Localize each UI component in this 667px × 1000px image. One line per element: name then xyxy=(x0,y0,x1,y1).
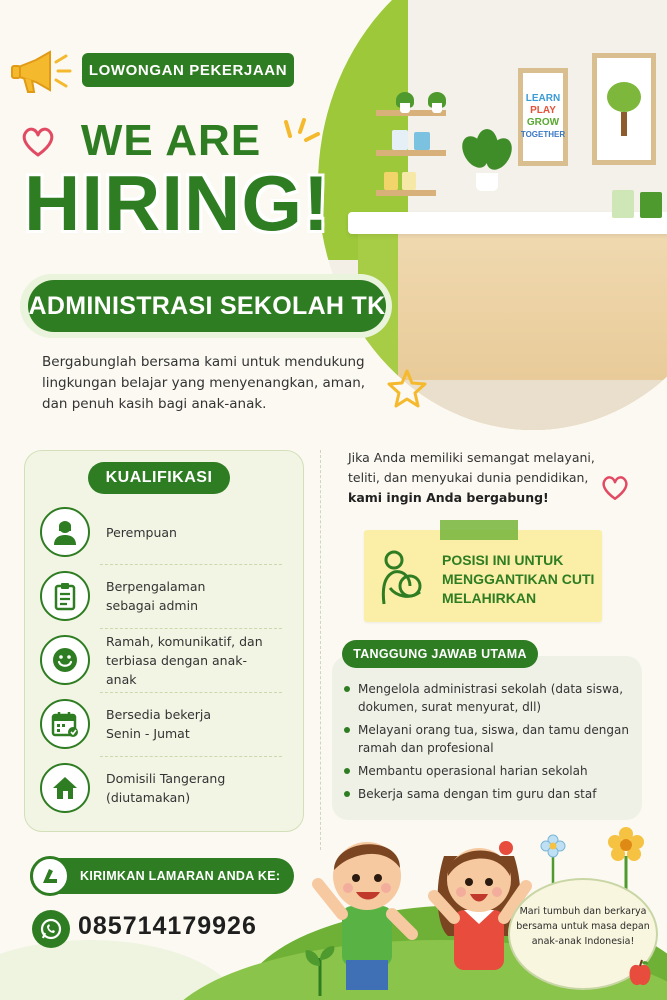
home-icon xyxy=(40,763,90,813)
qualification-label: Ramah, komunikatif, dan terbiasa dengan anak-anak xyxy=(106,633,263,687)
potted-plant xyxy=(460,135,514,195)
responsibility-item: Mengelola administrasi sekolah (data siswa, dokumen, surat menyurat, dll) xyxy=(344,680,636,716)
qualifications-title: KUALIFIKASI xyxy=(88,462,230,494)
calendar-icon xyxy=(40,699,90,749)
qualification-item xyxy=(40,692,284,756)
headline-we-are: WE ARE xyxy=(80,116,262,165)
book xyxy=(612,190,634,218)
qualification-item xyxy=(40,564,284,628)
qualification-item xyxy=(40,500,284,564)
shelf xyxy=(376,150,446,156)
qualification-label: Perempuan xyxy=(106,524,177,540)
poster-word: GROW xyxy=(526,117,560,128)
star-icon xyxy=(386,368,428,410)
responsibility-item: Membantu operasional harian sekolah xyxy=(344,762,636,780)
woman-icon xyxy=(40,507,90,557)
smile-icon xyxy=(40,635,90,685)
right-intro-text: Jika Anda memiliki semangat melayani, teliti, dan menyukai dunia pendidikan, kami ingin Anda bergabung! xyxy=(348,450,595,505)
boy-illustration xyxy=(312,824,422,1000)
right-intro-bold: kami ingin Anda bergabung! xyxy=(348,490,549,505)
shelf xyxy=(376,190,436,196)
hand-icon xyxy=(30,856,70,896)
responsibilities-list xyxy=(344,680,636,808)
tree-icon xyxy=(607,82,641,112)
megaphone-icon xyxy=(10,46,72,100)
job-vacancy-badge: LOWONGAN PEKERJAAN xyxy=(82,53,294,87)
book xyxy=(384,172,398,190)
position-title: ADMINISTRASI SEKOLAH TK xyxy=(28,280,386,332)
qualification-item xyxy=(40,628,284,692)
apply-label: KIRIMKAN LAMARAN ANDA KE: xyxy=(80,869,281,883)
responsibilities-title: TANGGUNG JAWAB UTAMA xyxy=(342,640,538,668)
apple-icon xyxy=(626,958,654,988)
tape xyxy=(440,520,518,540)
tree-poster xyxy=(592,53,656,165)
headline-hiring: HIRING! xyxy=(24,159,330,247)
learn-poster xyxy=(518,68,568,166)
heart-icon xyxy=(600,474,630,502)
mother-baby-icon xyxy=(376,548,430,608)
clipboard-icon xyxy=(40,571,90,621)
book xyxy=(640,192,662,218)
qualification-label: Bersedia bekerja Senin - Jumat xyxy=(106,707,212,741)
poster-word: PLAY xyxy=(530,105,556,116)
qualification-label: Domisili Tangerang (diutamakan) xyxy=(106,771,226,805)
closing-message: Mari tumbuh dan berkarya bersama untuk masa depan anak-anak Indonesia! xyxy=(516,906,650,947)
poster-word: TOGETHER xyxy=(520,130,566,139)
qualification-item xyxy=(40,756,284,820)
book xyxy=(402,172,416,190)
book xyxy=(414,132,430,150)
whatsapp-icon xyxy=(32,910,70,948)
divider-line xyxy=(320,450,321,850)
pot xyxy=(432,103,442,113)
responsibility-item: Bekerja sama dengan tim guru dan staf xyxy=(344,785,636,803)
poster-word: LEARN xyxy=(525,93,561,104)
intro-text: Bergabunglah bersama kami untuk mendukung lingkungan belajar yang menyenangkan, aman, dan penuh kasih bagi anak-anak. xyxy=(42,354,366,412)
book xyxy=(392,130,408,150)
phone-number[interactable]: 085714179926 xyxy=(78,912,257,940)
qualification-label: Berpengalaman sebagai admin xyxy=(106,579,206,613)
maternity-note-text: POSISI INI UNTUK MENGGANTIKAN CUTI MELAHIRKAN xyxy=(442,552,595,606)
pot xyxy=(400,103,410,113)
responsibility-item: Melayani orang tua, siswa, dan tamu dengan ramah dan profesional xyxy=(344,721,636,757)
